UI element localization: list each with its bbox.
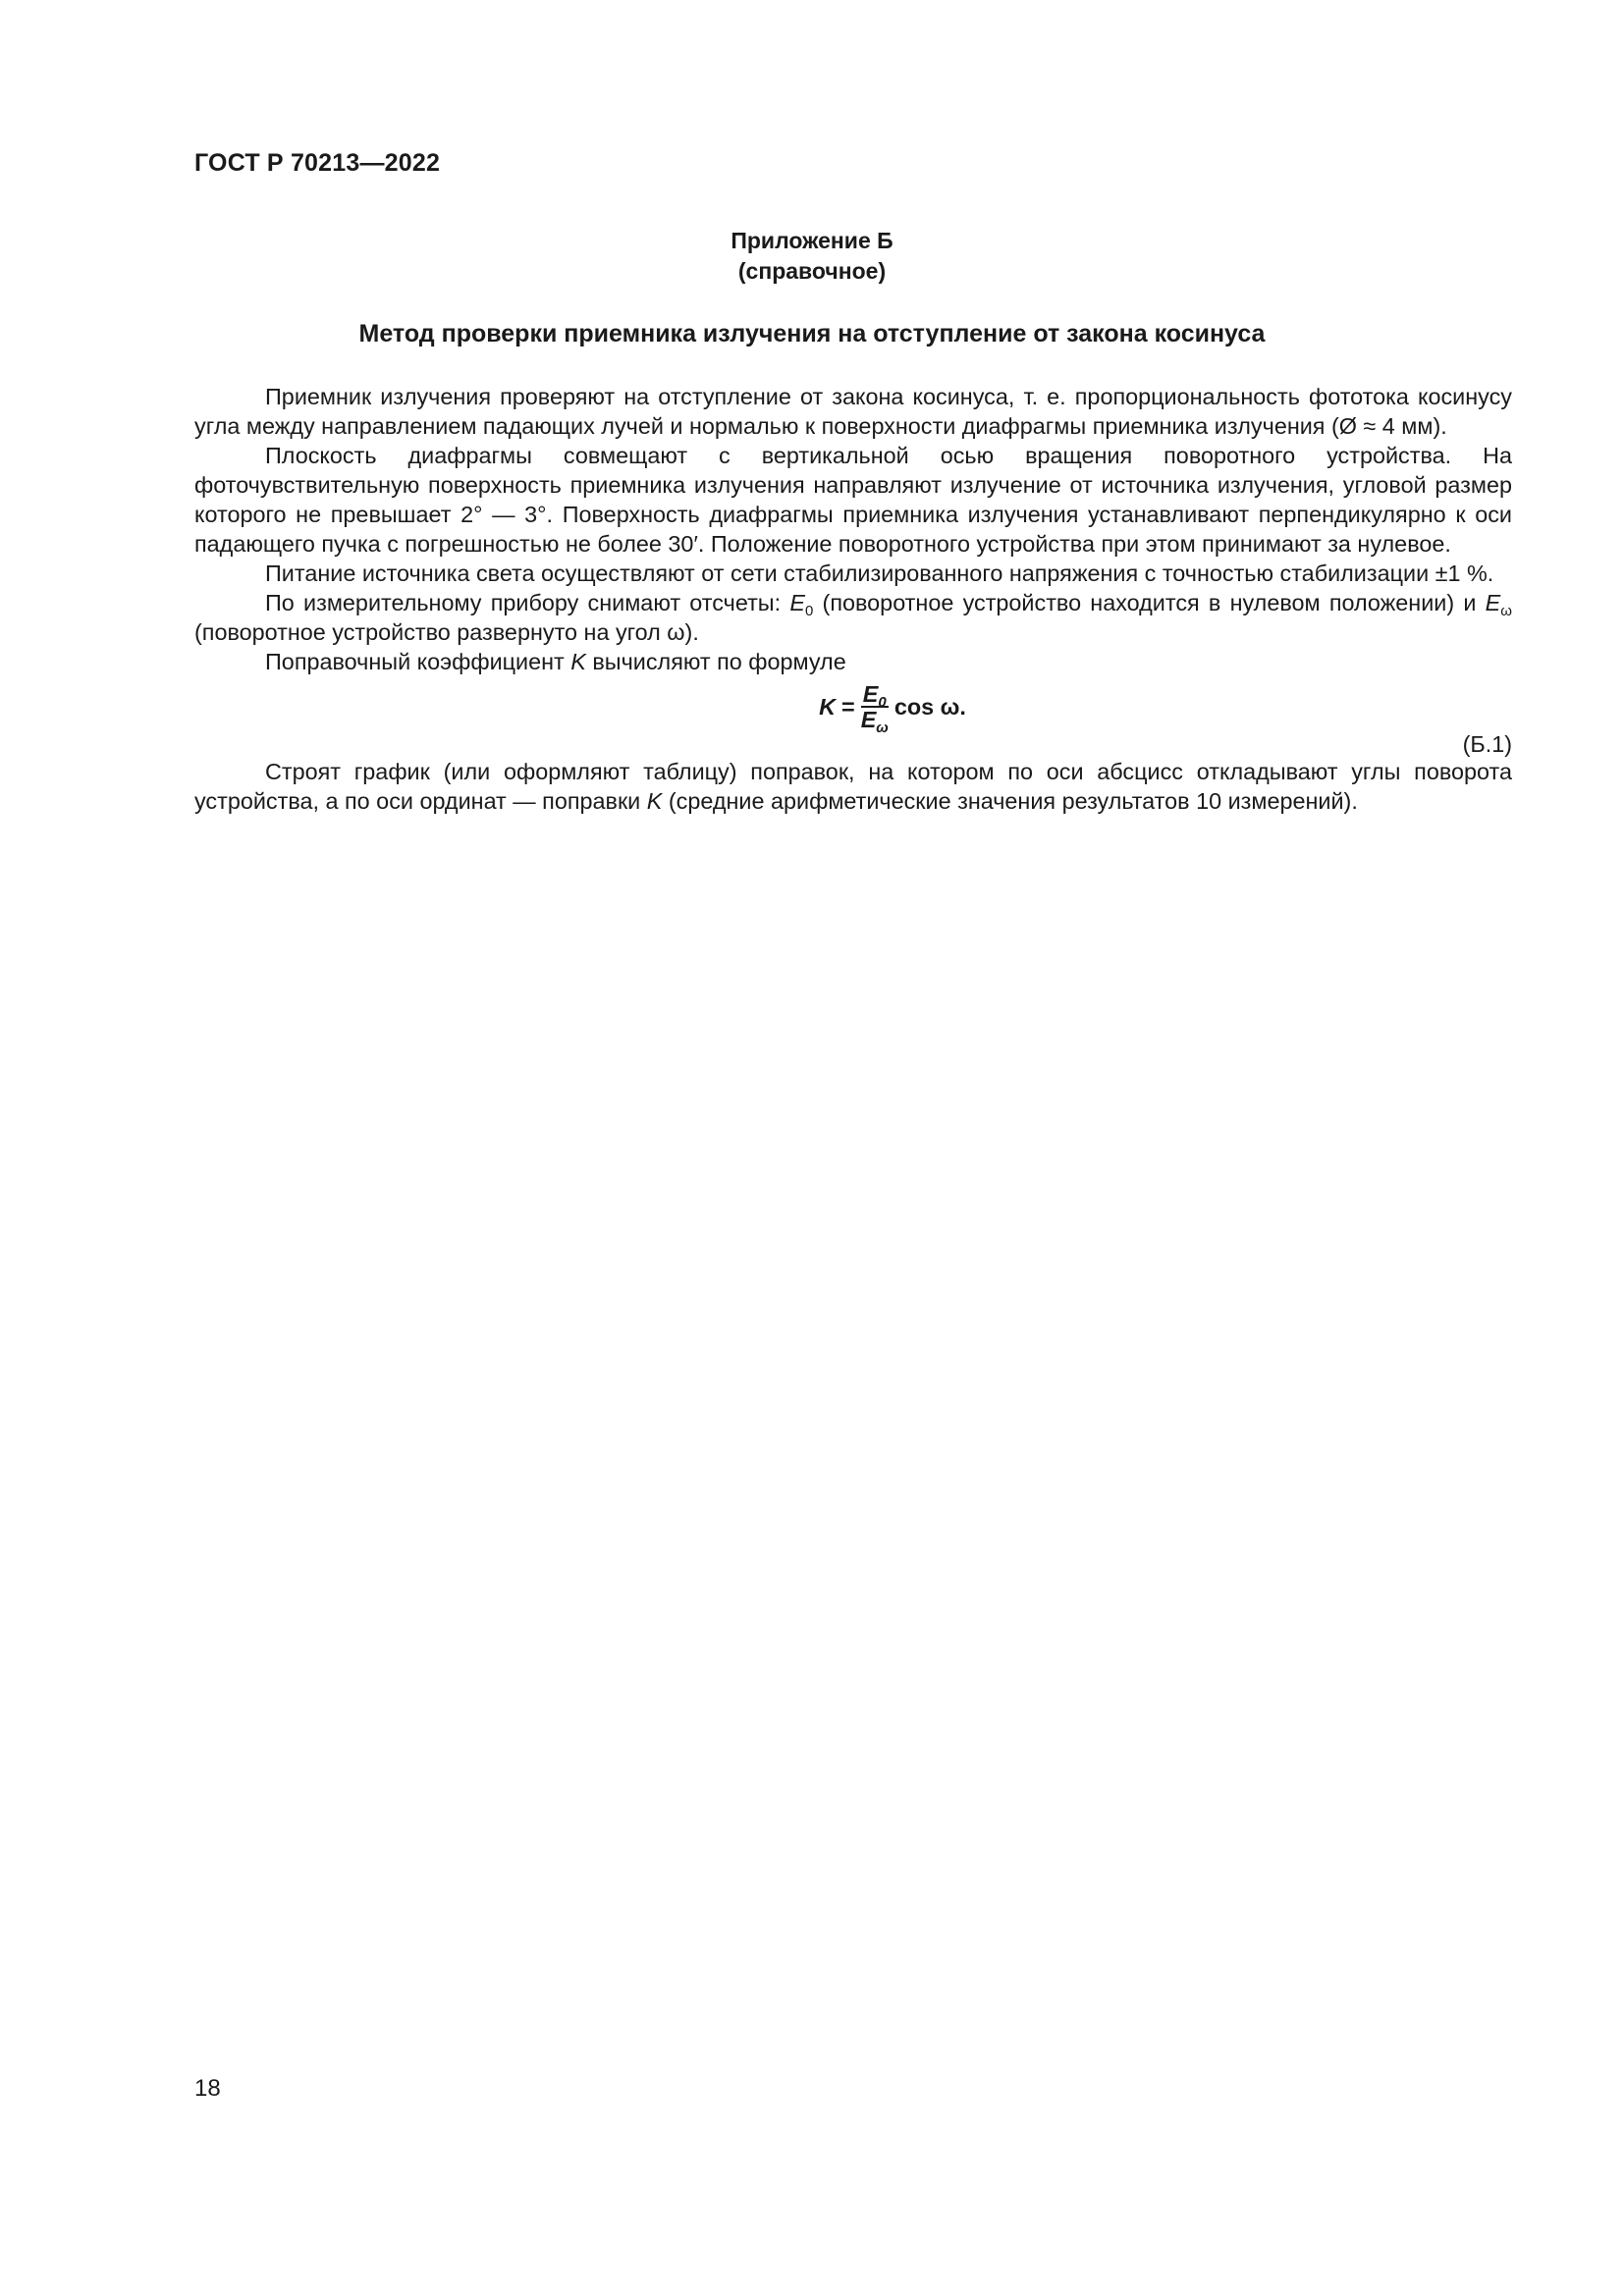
k-symbol-2: K <box>646 788 663 814</box>
formula-lhs: K <box>819 694 837 720</box>
formula-fraction <box>860 681 889 736</box>
section-title: Метод проверки приемника излучения на отступление от закона косинуса <box>358 320 1266 347</box>
paragraph-6-text-2: (средние арифметические значения результатов 10 измерений). <box>662 788 1358 814</box>
denominator-symbol: E <box>860 707 877 732</box>
annex-title: Приложение Б <box>731 228 893 253</box>
formula-number: (Б.1) <box>1462 731 1512 757</box>
formula-row <box>194 682 1512 757</box>
formula-numerator <box>861 681 889 711</box>
paragraph-6-text-1: Строят график (или оформляют таблицу) поправок, на котором по оси абсцисс откладывают углы поворота устройства, а по оси ординат — поправки <box>194 759 1512 814</box>
numerator-subscript: 0 <box>878 694 887 711</box>
paragraph-4 <box>194 588 1512 647</box>
paragraph-5-text-1: Поправочный коэффициент <box>265 649 571 674</box>
denominator-subscript: ω <box>876 720 889 736</box>
body-text <box>194 382 1512 816</box>
formula-denominator <box>860 707 889 736</box>
paragraph-6 <box>194 757 1512 816</box>
ew-symbol: E <box>1485 590 1501 615</box>
numerator-symbol: E <box>862 681 879 707</box>
e0-subscript: 0 <box>804 603 814 619</box>
paragraph-4-text-2: (поворотное устройство находится в нулевом положении) и <box>813 590 1486 615</box>
page-number: 18 <box>194 2075 221 2102</box>
paragraph-5 <box>194 647 1512 676</box>
formula-tail: cos ω. <box>893 694 966 720</box>
k-symbol: K <box>570 649 586 674</box>
paragraph-3: Питание источника света осуществляют от сети стабилизированного напряжения с точностью стабилизации ±1 %. <box>265 561 1494 586</box>
formula-equals: = <box>841 694 855 720</box>
document-code-header: ГОСТ Р 70213—2022 <box>194 149 441 177</box>
paragraph-4-text-1: По измерительному прибору снимают отсчеты: <box>265 590 790 615</box>
paragraph-1: Приемник излучения проверяют на отступление от закона косинуса, т. е. пропорциональность фототока косинусу угла между направлением падающих лучей и нормалью к поверхности диафрагмы приемника излучения (Ø ≈ 4 мм). <box>194 384 1512 439</box>
paragraph-2: Плоскость диафрагмы совмещают с вертикальной осью вращения поворотного устройства. На фоточувствительную поверхность приемника излучения направляют излучение от источника излучения, угловой размер которого не превышает 2° — 3°. Поверхность диафрагмы приемника излучения устанавливают перпендикулярно к оси падающего пучка с погрешностью не более 30′. Положение поворотного устройства при этом принимают за нулевое. <box>194 443 1512 557</box>
paragraph-5-text-2: вычисляют по формуле <box>585 649 846 674</box>
ew-subscript: ω <box>1500 603 1512 619</box>
annex-kind: (справочное) <box>737 258 887 284</box>
paragraph-4-text-3: (поворотное устройство развернуто на угол ω). <box>194 619 699 645</box>
formula-b1 <box>194 681 1512 736</box>
e0-symbol: E <box>789 590 805 615</box>
